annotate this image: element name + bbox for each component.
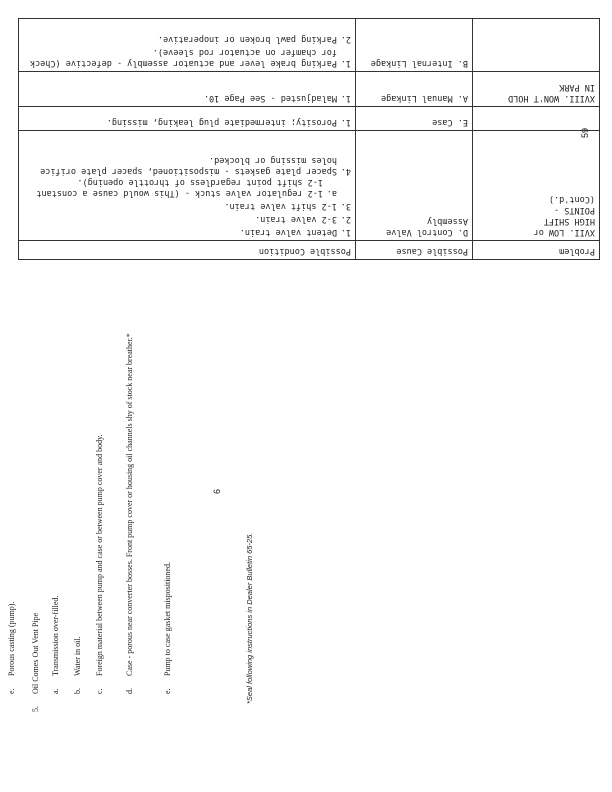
header-possible-condition: Possible Condition	[19, 241, 356, 260]
possible-condition-cell	[19, 130, 356, 240]
page-number-top: 59	[580, 127, 591, 139]
condition-text: 1-2 shift valve train.	[224, 201, 337, 211]
condition-number: 1.	[340, 57, 351, 68]
list-item	[72, 254, 83, 694]
table-row	[19, 106, 600, 130]
condition-entry	[23, 200, 351, 211]
problem-text: HIGH SHIFT	[543, 216, 595, 226]
condition-text: Porosity; intermediate plug leaking, missing.	[106, 116, 337, 127]
possible-cause-cell: B. Internal Linkage	[356, 19, 473, 72]
condition-entry	[23, 116, 351, 127]
problem-text: XVII. LOW or	[533, 227, 595, 237]
condition-text: 3-2 valve train.	[255, 214, 337, 224]
possible-condition-cell	[19, 106, 356, 130]
condition-entry	[23, 154, 351, 176]
list-item-label: b.	[73, 688, 82, 694]
possible-condition-cell	[19, 71, 356, 106]
problem-cell	[473, 71, 600, 106]
condition-number: 1.	[340, 227, 351, 237]
list-item-text: Pump to case gasket mispositioned.	[163, 562, 172, 676]
condition-number: 1.	[340, 116, 351, 127]
list-item-label: a.	[51, 688, 60, 694]
table-row	[19, 19, 600, 72]
list-item	[162, 254, 173, 694]
condition-entry	[23, 33, 351, 44]
condition-entry	[23, 92, 351, 103]
condition-text: Parking pawl broken or inoperative.	[157, 33, 337, 44]
problem-text: IN PARK	[559, 81, 595, 92]
list-item-text: Transmission over-filled.	[51, 595, 60, 676]
table-row	[19, 71, 600, 106]
condition-entry	[23, 46, 351, 68]
list-item	[94, 254, 105, 694]
problem-cell	[473, 19, 600, 72]
possible-cause-cell: D. Control Valve Assembly	[356, 130, 473, 240]
list-item-label: e.	[7, 688, 16, 694]
condition-number: 4.	[340, 166, 351, 176]
problem-cell	[473, 106, 600, 130]
condition-number: a.	[326, 188, 337, 198]
problem-text: XVIII. WON'T HOLD	[508, 92, 595, 103]
problem-text: POINTS -	[554, 205, 595, 215]
list-item-label: e.	[163, 688, 172, 694]
condition-text: Maladjusted - See Page 10.	[203, 92, 337, 103]
header-problem: Problem	[473, 241, 600, 260]
possible-cause-cell: A. Manual Linkage	[356, 71, 473, 106]
condition-number: 3.	[340, 201, 351, 211]
rotated-body-content	[0, 264, 276, 712]
list-item-label: 5.	[31, 706, 40, 712]
header-possible-cause: Possible Cause	[356, 241, 473, 260]
list-item	[124, 254, 135, 694]
condition-text: Spacer plate gaskets - mispositioned, spacer plate orifice holes missing or blocked.	[40, 155, 337, 176]
troubleshooting-table-region	[18, 18, 600, 260]
footnote: *Seal following instructions in Dealer Bulletin 65-25.	[245, 532, 254, 704]
list-item-text: Porous casting (pump).	[7, 601, 16, 676]
table-row	[19, 130, 600, 240]
list-item-text: Case - porous near converter bosses. Front pump cover or housing oil channels shy of stock near breather.*	[125, 333, 134, 676]
page-number-bottom: 6	[212, 488, 222, 494]
possible-cause-cell: E. Case	[356, 106, 473, 130]
condition-entry	[23, 176, 337, 198]
problem-text: (Cont'd.)	[548, 194, 595, 204]
list-item-label: d.	[125, 688, 134, 694]
condition-number: 2.	[340, 214, 351, 224]
problem-cell	[473, 127, 600, 240]
condition-text: 1-2 regulator valve stuck - (This would cause a constant 1-2 shift point regardless of throttle opening).	[36, 177, 323, 198]
condition-number: 1.	[340, 92, 351, 103]
list-item-text: Water in oil.	[73, 636, 82, 676]
list-item-label: c.	[95, 688, 104, 694]
list-item	[50, 254, 61, 694]
table-header-row	[19, 241, 600, 260]
list-item	[6, 254, 17, 694]
section-heading	[30, 272, 41, 712]
condition-text: Parking brake lever and actuator assembly - defective (Check for chamfer on actuator rod sleeve).	[29, 46, 337, 68]
condition-text: Detent valve train.	[239, 227, 337, 237]
list-item-text: Oil Comes Out Vent Pipe	[31, 612, 40, 694]
possible-condition-cell	[19, 19, 356, 72]
condition-number: 2.	[340, 33, 351, 44]
list-item-text: Foreign material between pump and case or between pump cover and body.	[95, 434, 104, 676]
condition-entry	[23, 213, 351, 224]
condition-entry	[23, 226, 351, 237]
troubleshooting-table	[18, 18, 600, 260]
